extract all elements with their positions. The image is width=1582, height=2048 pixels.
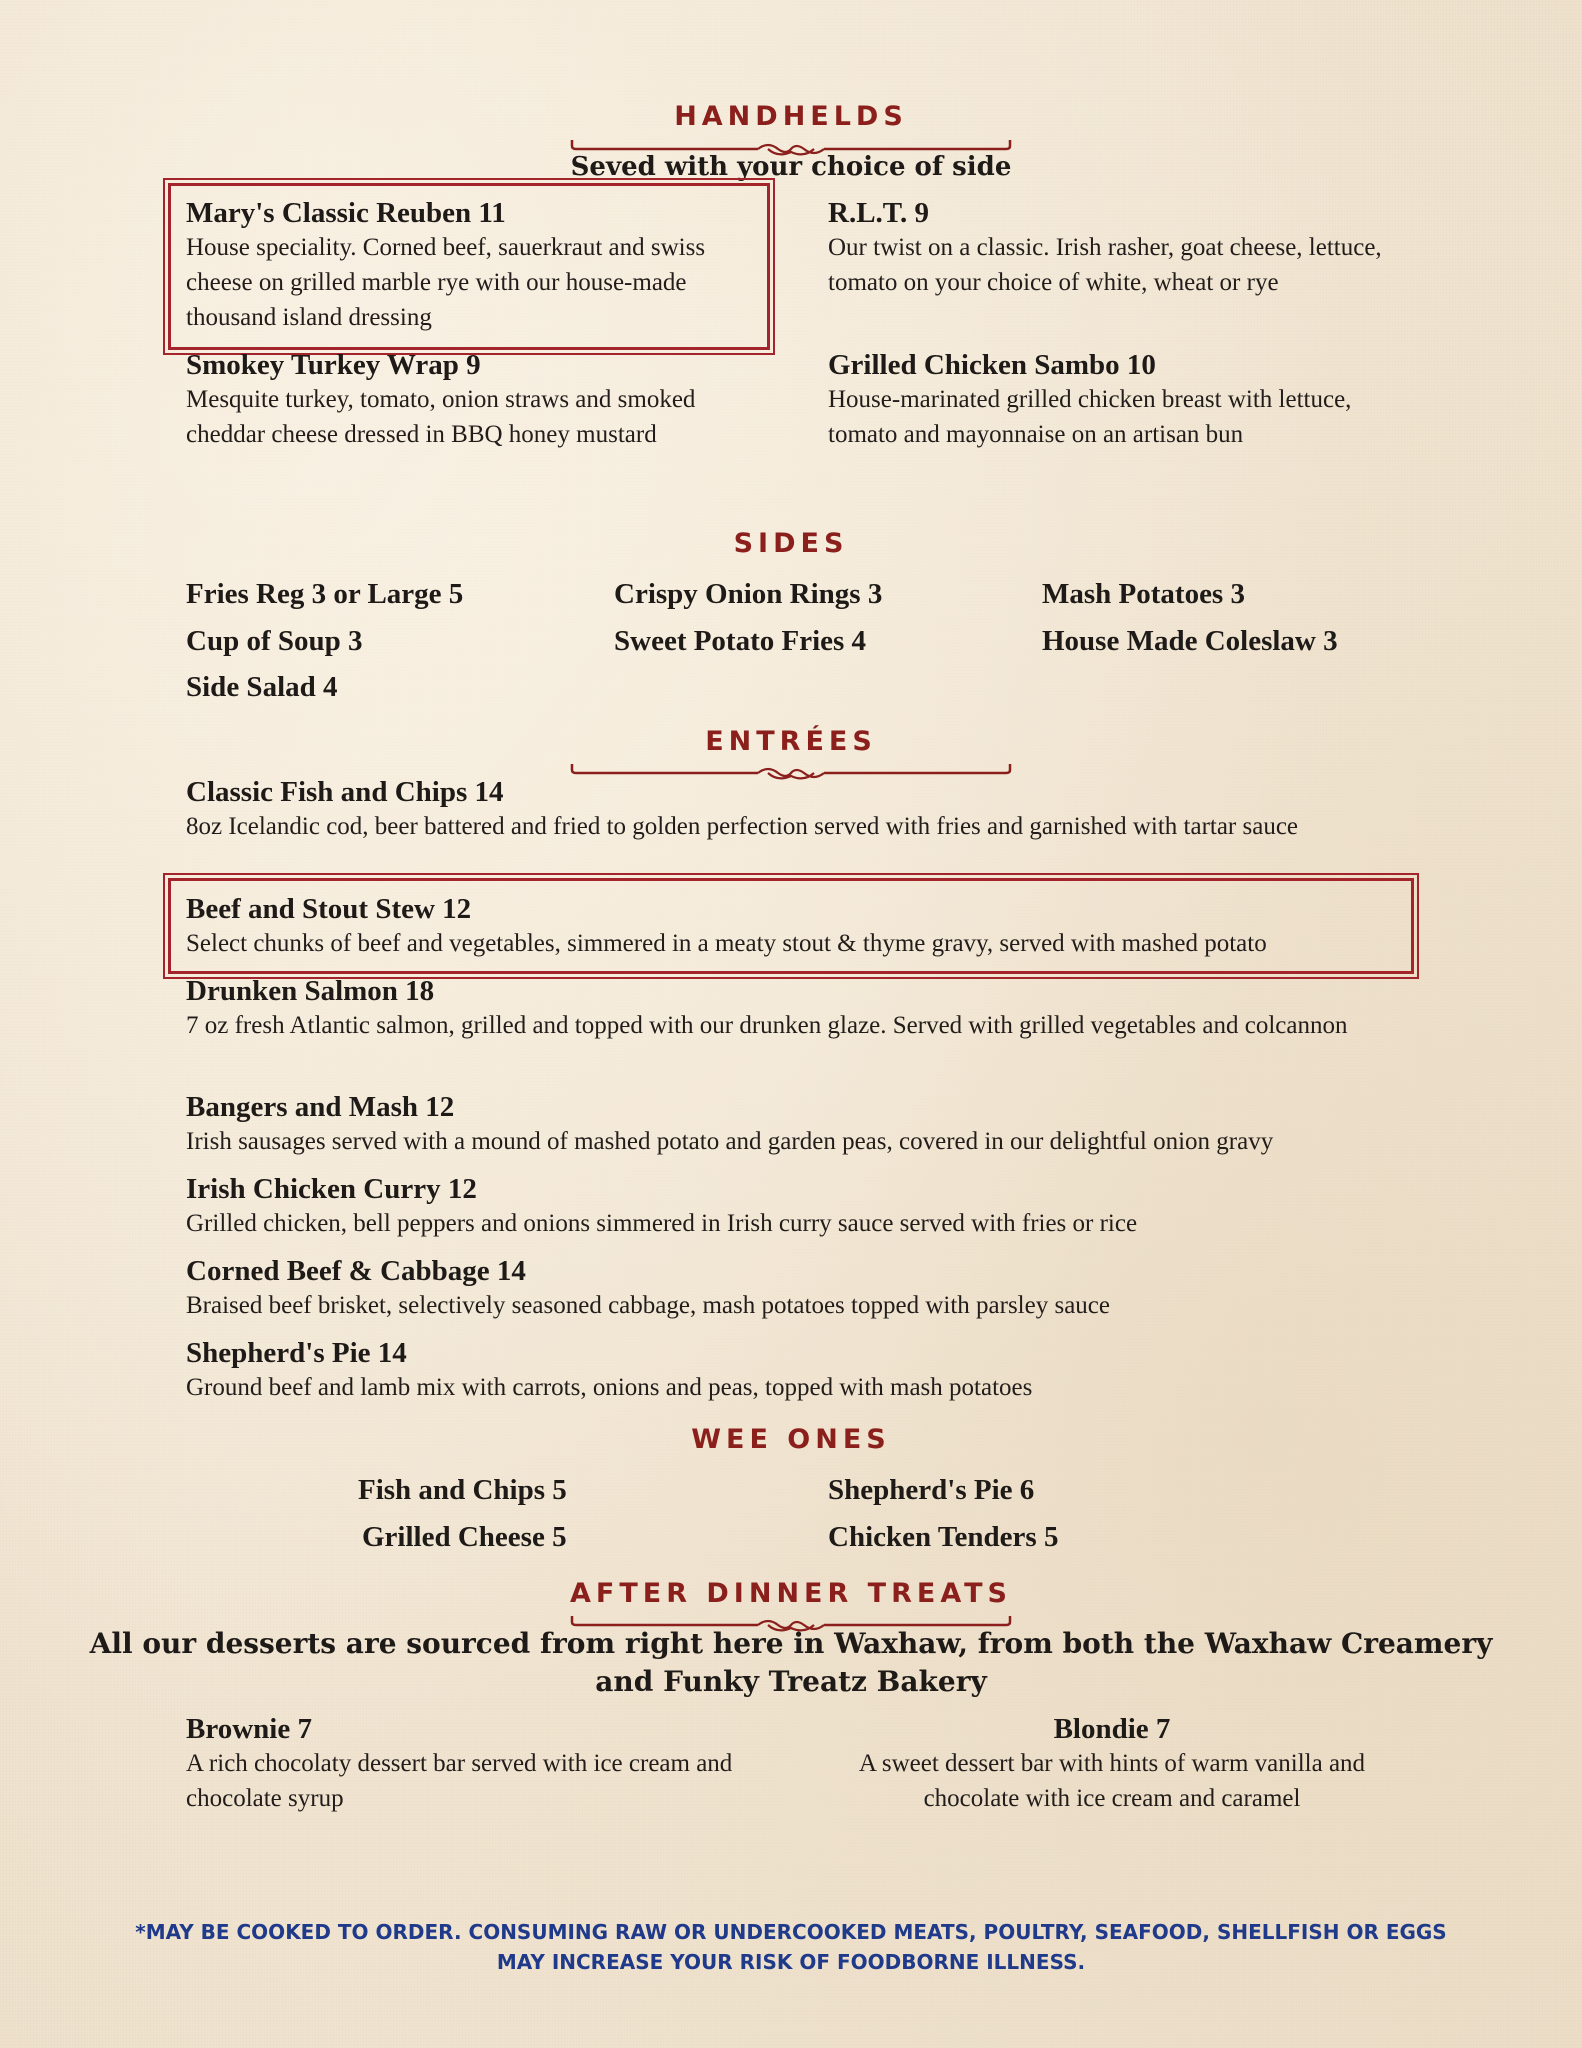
kids-item: Fish and Chips 5: [358, 1474, 567, 1506]
item-name: Smokey Turkey Wrap 9: [186, 349, 481, 381]
item-description: A sweet dessert bar with hints of warm vanilla and chocolate with ice cream and caramel: [858, 1750, 1366, 1812]
menu-item: [828, 348, 1388, 452]
menu-item: [186, 892, 1396, 961]
item-name: Bangers and Mash 12: [186, 1091, 455, 1123]
item-description: 8oz Icelandic cod, beer battered and fried to golden perfection served with fries and garnished with tartar sauce: [186, 813, 1299, 840]
menu-item: [832, 1712, 1392, 1816]
item-description: 7 oz fresh Atlantic salmon, grilled and topped with our drunken glaze. Served with grilled vegetables and colcannon: [186, 1012, 1348, 1039]
side-item: Side Salad 4: [186, 671, 338, 703]
item-description: Mesquite turkey, tomato, onion straws and smoked cheddar cheese dressed in BBQ honey mustard: [186, 386, 696, 448]
treats-intro-line1: All our desserts are sourced from right here in Waxhaw, from both the Waxhaw Creamery: [89, 1627, 1493, 1660]
side-item: Cup of Soup 3: [186, 625, 363, 657]
menu-item: [186, 1090, 1406, 1159]
kids-item: Grilled Cheese 5: [362, 1521, 567, 1553]
side-item: Mash Potatoes 3: [1042, 578, 1245, 610]
item-name: Grilled Chicken Sambo 10: [828, 349, 1156, 381]
item-description: Braised beef brisket, selectively seasoned cabbage, mash potatoes topped with parsley sauce: [186, 1292, 1110, 1319]
section-title-wee-ones: WEE ONES: [691, 1424, 891, 1455]
item-name: Drunken Salmon 18: [186, 975, 435, 1007]
menu-item: [186, 1336, 1386, 1405]
disclaimer-line2: MAY INCREASE YOUR RISK OF FOODBORNE ILLNESS.: [496, 1950, 1086, 1974]
item-description: Select chunks of beef and vegetables, simmered in a meaty stout & thyme gravy, served with mashed potato: [186, 930, 1267, 957]
treats-intro-line2: and Funky Treatz Bakery: [595, 1665, 987, 1698]
item-name: Brownie 7: [186, 1713, 312, 1745]
item-name: Shepherd's Pie 14: [186, 1337, 407, 1369]
item-name: Irish Chicken Curry 12: [186, 1173, 477, 1205]
side-item: Crispy Onion Rings 3: [614, 578, 883, 610]
item-description: House-marinated grilled chicken breast with lettuce, tomato and mayonnaise on an artisan bun: [828, 386, 1352, 448]
kids-item: Shepherd's Pie 6: [828, 1474, 1035, 1506]
menu-item: [186, 1254, 1386, 1323]
section-title-treats: AFTER DINNER TREATS: [570, 1578, 1012, 1609]
item-name: Corned Beef & Cabbage 14: [186, 1255, 526, 1287]
kids-item: Chicken Tenders 5: [828, 1521, 1059, 1553]
menu-item: [828, 196, 1388, 300]
menu-item: [186, 1172, 1386, 1241]
menu-item: [186, 348, 726, 452]
item-description: Irish sausages served with a mound of mashed potato and garden peas, covered in our delightful onion gravy: [186, 1128, 1274, 1155]
menu-item: [186, 775, 1386, 844]
item-name: Beef and Stout Stew 12: [186, 893, 472, 925]
item-name: Blondie 7: [1053, 1713, 1171, 1745]
menu-item: [186, 196, 726, 335]
item-description: Grilled chicken, bell peppers and onions simmered in Irish curry sauce served with fries or rice: [186, 1210, 1138, 1237]
section-title-entrees: ENTRÉES: [705, 726, 877, 757]
item-description: House speciality. Corned beef, sauerkraut and swiss cheese on grilled marble rye with our house-made thousand island dressing: [186, 234, 706, 331]
side-item: House Made Coleslaw 3: [1042, 625, 1338, 657]
side-item: Sweet Potato Fries 4: [614, 625, 867, 657]
handhelds-subtitle: Seved with your choice of side: [570, 152, 1012, 182]
item-name: Mary's Classic Reuben 11: [186, 197, 506, 229]
menu-item: [186, 1712, 746, 1816]
side-item: Fries Reg 3 or Large 5: [186, 578, 464, 610]
item-description: Our twist on a classic. Irish rasher, goat cheese, lettuce, tomato on your choice of white, wheat or rye: [828, 234, 1382, 296]
disclaimer-line1: *MAY BE COOKED TO ORDER. CONSUMING RAW OR UNDERCOOKED MEATS, POULTRY, SEAFOOD, SHELLFISH OR EGGS: [135, 1920, 1447, 1944]
item-name: Classic Fish and Chips 14: [186, 776, 504, 808]
menu-item: [186, 974, 1386, 1043]
section-title-handhelds: HANDHELDS: [674, 101, 908, 132]
item-description: A rich chocolaty dessert bar served with ice cream and chocolate syrup: [186, 1750, 733, 1812]
item-description: Ground beef and lamb mix with carrots, onions and peas, topped with mash potatoes: [186, 1374, 1033, 1401]
section-title-sides: SIDES: [733, 528, 849, 559]
item-name: R.L.T. 9: [828, 197, 929, 229]
